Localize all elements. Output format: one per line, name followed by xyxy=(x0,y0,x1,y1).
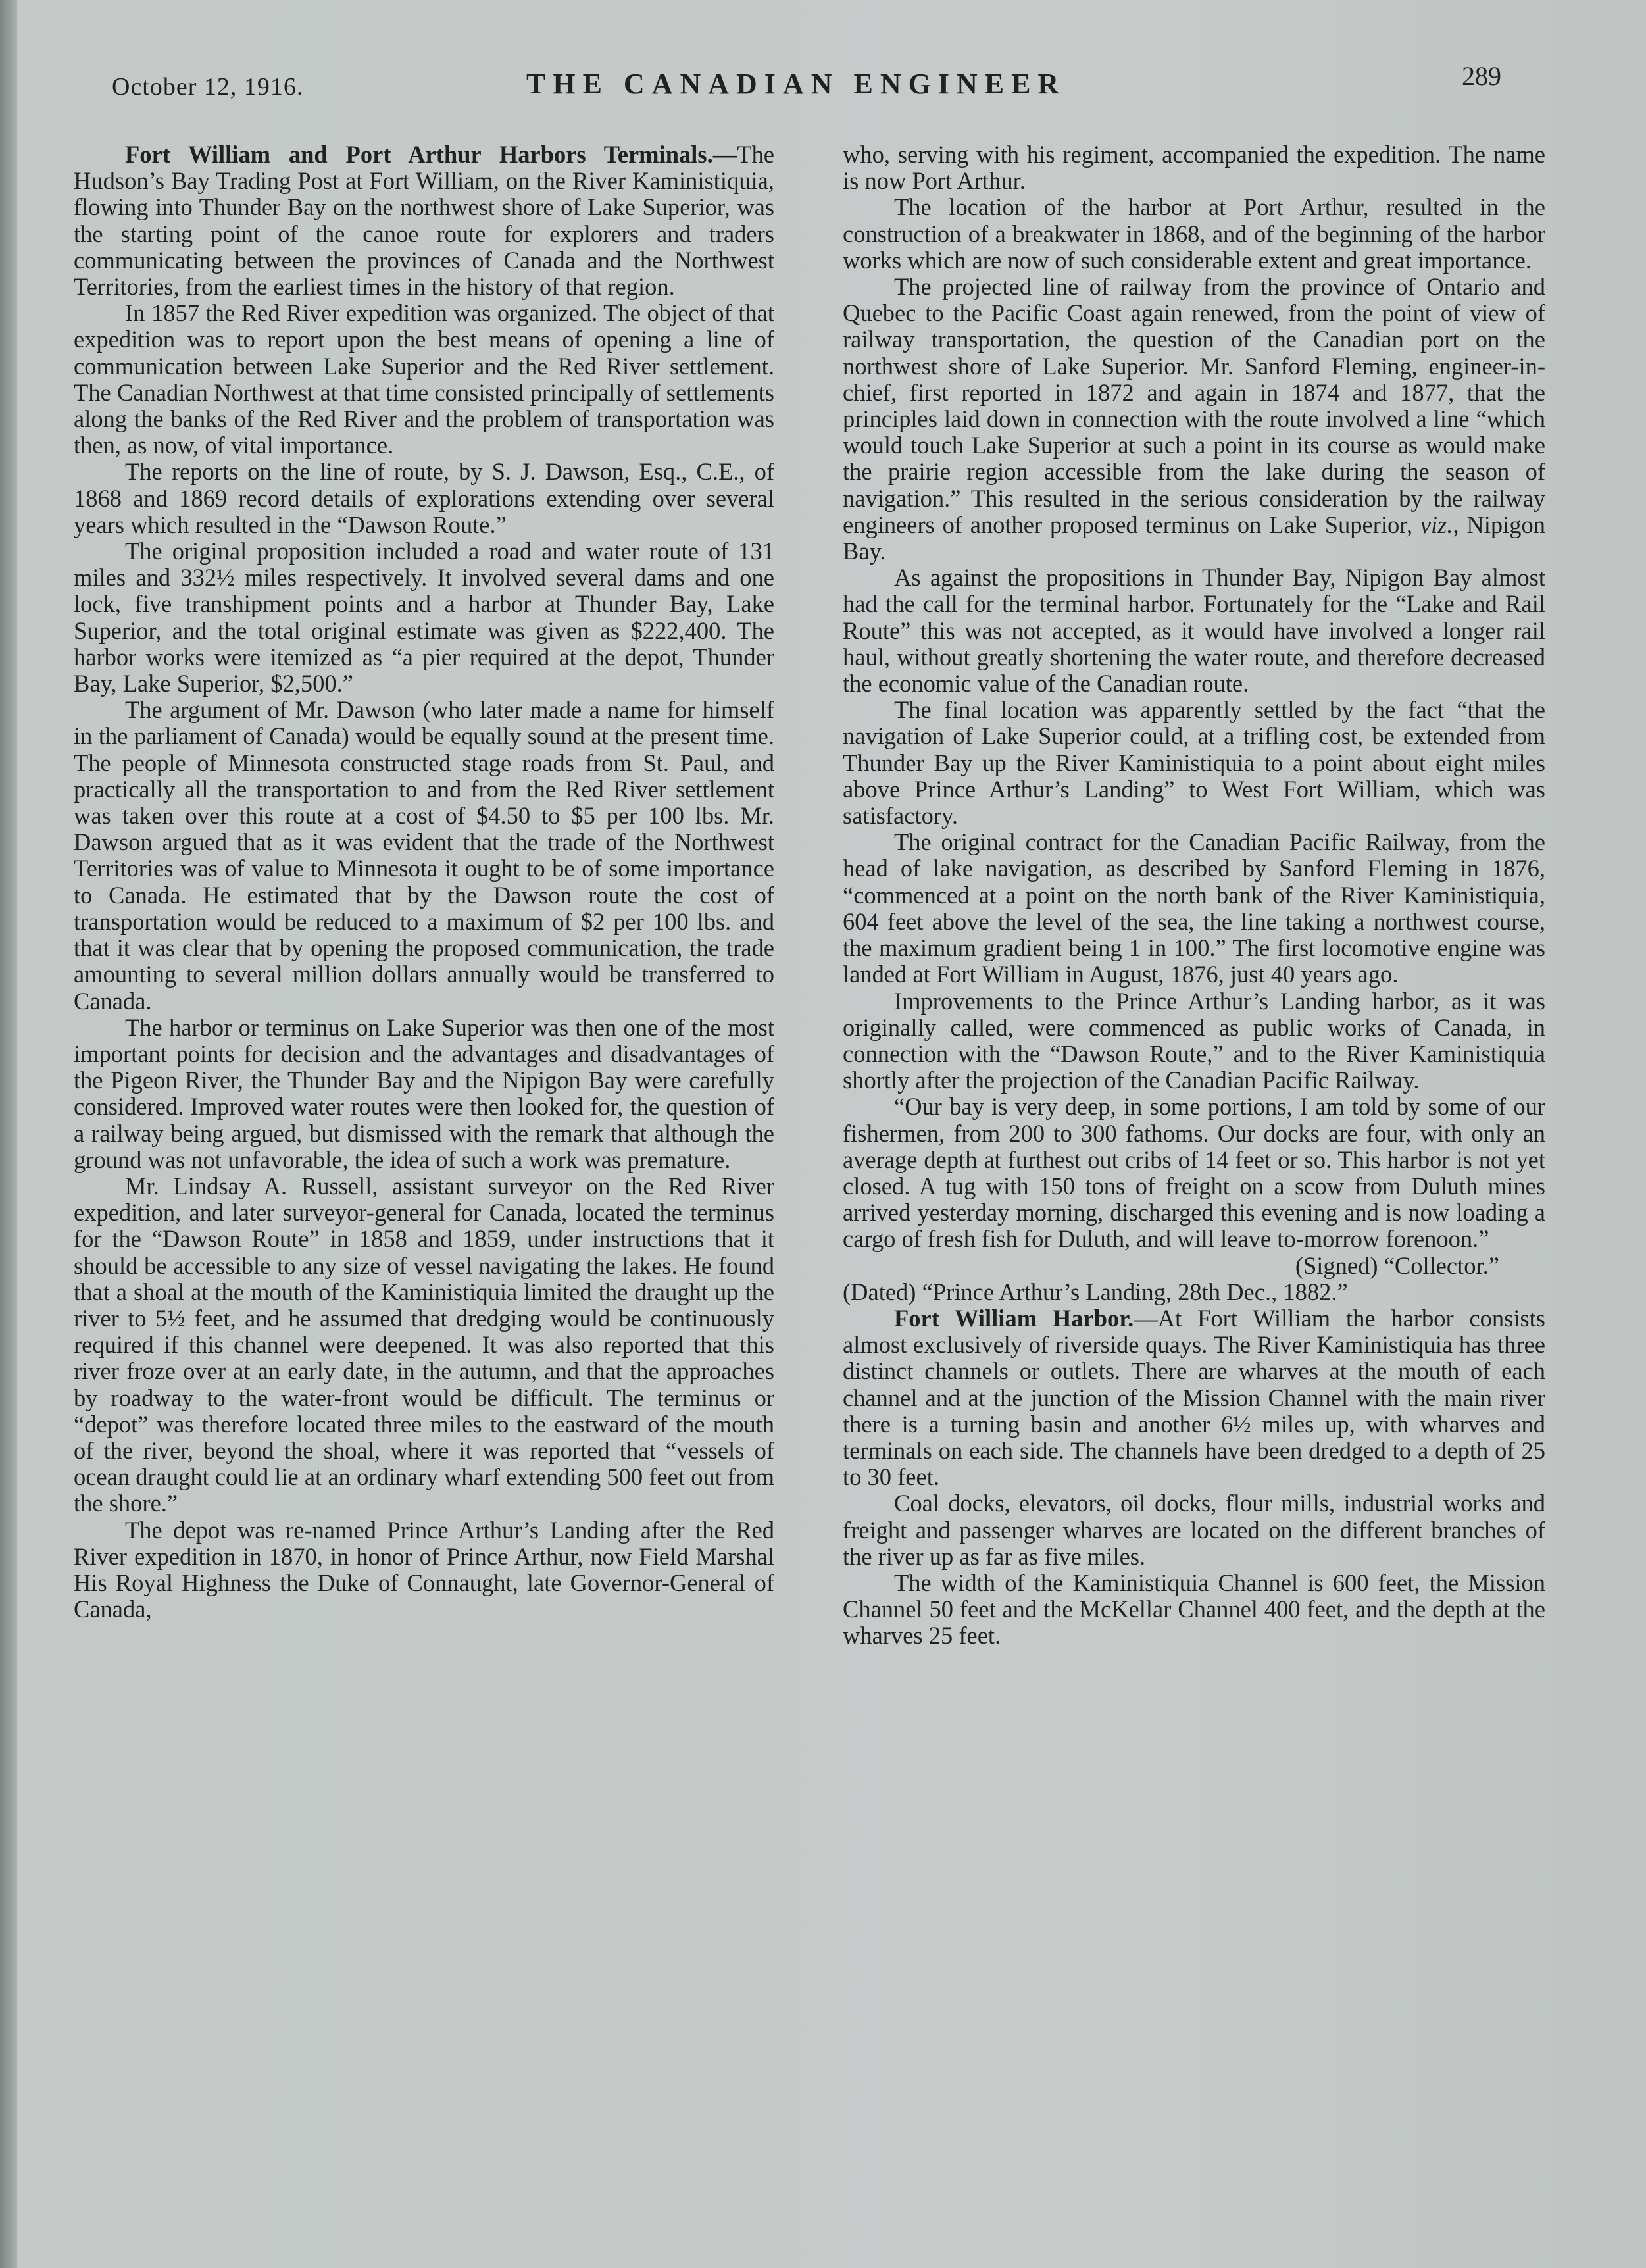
paragraph: The projected line of railway from the province of Ontario and Quebec to the Pacific Coast again renewed, from the point of view of railway transportation, the question of the Canadian port on the northwest shore of Lake Superior. Mr. Sanford Fleming, engineer-in-chief, first reported in 1872 and again in 1874 and 1877, that the principles laid down in connection with the route involved a line “which would touch Lake Superior at such a point in its course as would make the prairie region accessible from the lake during the season of navigation.” This resulted in the serious consideration by the railway engineers of another proposed terminus on Lake Superior, viz., Nipigon Bay. xyxy=(843,273,1545,565)
binding-gutter xyxy=(0,0,17,2268)
paragraph: The location of the harbor at Port Arthur, resulted in the construction of a breakwater in 1868, and of the beginning of the harbor works which are now of such considerable extent and great importance. xyxy=(843,193,1545,274)
paragraph: In 1857 the Red River expedition was organized. The object of that expedition was to report upon the best means of opening a line of communication between Lake Superior and the Red River settlement. The Canadian Northwest at that time consisted principally of settlements along the banks of the Red River and the problem of transportation was then, as now, of vital importance. xyxy=(74,299,774,459)
page-number: 289 xyxy=(1462,61,1501,91)
paragraph: Coal docks, elevators, oil docks, flour mills, industrial works and freight and passenger wharves are located on the different branches of the river up as far as five miles. xyxy=(843,1490,1545,1570)
section-heading: Fort William and Port Arthur Harbors Terminals.— xyxy=(125,141,737,168)
paragraph: The final location was apparently settled by the fact “that the navigation of Lake Superior could, at a trifling cost, be extended from Thunder Bay up the River Kaministiquia to a point about eight miles above Prince Arthur’s Landing” to West Fort William, which was satisfactory. xyxy=(843,696,1545,830)
paragraph: The depot was re-named Prince Arthur’s Landing after the Red River expedition in 1870, in honor of Prince Arthur, now Field Marshal His Royal Highness the Duke of Connaught, late Governor-General of Canada, xyxy=(74,1516,774,1623)
letter-date: (Dated) “Prince Arthur’s Landing, 28th Dec., 1882.” xyxy=(843,1278,1348,1305)
paragraph: The width of the Kaministiquia Channel is 600 feet, the Mission Channel 50 feet and the McKellar Channel 400 feet, and the depth at the wharves 25 feet. xyxy=(843,1569,1545,1650)
quoted-letter: “Our bay is very deep, in some portions, I am told by some of our fishermen, from 200 to 300 fathoms. Our docks are four, with only an average depth at furthest out cribs of 14 feet or so. This harbor is not yet closed. A tug with 150 tons of freight on a scow from Duluth mines arrived yesterday morning, discharged this evening and is now loading a cargo of fresh fish for Duluth, and will leave to-morrow forenoon.” xyxy=(843,1093,1545,1253)
paragraph: The argument of Mr. Dawson (who later made a name for himself in the parliament of Canada) would be equally sound at the present time. The people of Minnesota constructed stage roads from St. Paul, and practically all the transportation to and from the Red River settlement was taken over this route at a cost of $4.50 to $5 per 100 lbs. Mr. Dawson argued that as it was evident that the trade of the Northwest Territories was of value to Minnesota it ought to be of some importance to Canada. He estimated that by the Dawson route the cost of transportation would be reduced to a maximum of $2 per 100 lbs. and that it was clear that by opening the proposed communication, the trade amounting to several million dollars annually would be transferred to Canada. xyxy=(74,696,774,1015)
paragraph: Improvements to the Prince Arthur’s Landing harbor, as it was originally called, were commenced as public works of Canada, in connection with the “Dawson Route,” and to the River Kaministiquia shortly after the projection of the Canadian Pacific Railway. xyxy=(843,987,1545,1094)
paragraph: The reports on the line of route, by S. J. Dawson, Esq., C.E., of 1868 and 1869 record details of explorations extending over several years which resulted in the “Dawson Route.” xyxy=(74,458,774,538)
letter-signature: (Signed) “Collector.” xyxy=(1295,1251,1499,1279)
section-heading: Fort William Harbor. xyxy=(894,1304,1134,1332)
running-head xyxy=(105,61,1514,107)
paragraph: Mr. Lindsay A. Russell, assistant surveyor on the Red River expedition, and later surveyor-general for Canada, located the terminus for the “Dawson Route” in 1858 and 1859, under instructions that it should be accessible to any size of vessel navigating the lakes. He found that a shoal at the mouth of the Kaministiquia limited the draught up the river to 5½ feet, and he assumed that dredging would be continuously required if this channel were deepened. It was also reported that this river froze over at an early date, in the autumn, and that the approaches by roadway to the water-front would be difficult. The terminus or “depot” was therefore located three miles to the eastward of the mouth of the river, beyond the shoal, where it was reported that “vessels of ocean draught could lie at an ordinary wharf extending 500 feet out from the shore.” xyxy=(74,1172,774,1517)
paragraph: The original contract for the Canadian Pacific Railway, from the head of lake navigation, as described by Sanford Fleming in 1876, “commenced at a point on the north bank of the River Kaministiquia, 604 feet above the level of the sea, the line taking a northwest course, the maximum gradient being 1 in 100.” The first locomotive engine was landed at Fort William in August, 1876, just 40 years ago. xyxy=(843,828,1545,988)
issue-date: October 12, 1916. xyxy=(112,73,304,101)
paragraph: Fort William Harbor.—At Fort William the harbor consists almost exclusively of riverside quays. The River Kaministiquia has three distinct channels or outlets. There are wharves at the mouth of each channel and at the junction of the Mission Channel with the main river there is a turning basin and another 6½ miles up, with wharves and terminals on each side. The channels have been dredged to a depth of 25 to 30 feet. xyxy=(843,1304,1546,1491)
paragraph: The harbor or terminus on Lake Superior was then one of the most important points for decision and the advantages and disadvantages of the Pigeon River, the Thunder Bay and the Nipigon Bay were carefully considered. Improved water routes were then looked for, the question of a railway being argued, but dismissed with the remark that although the ground was not unfavorable, the idea of such a work was premature. xyxy=(74,1013,774,1173)
paragraph: Fort William and Port Arthur Harbors Terminals.—The Hudson’s Bay Trading Post at Fort William, on the River Kaministiquia, flowing into Thunder Bay on the northwest shore of Lake Superior, was the starting point of the canoe route for explorers and traders communicating between the provinces of Canada and the Northwest Territories, from the earliest times in the history of that region. xyxy=(74,141,774,301)
left-column xyxy=(74,141,774,1623)
journal-title: THE CANADIAN ENGINEER xyxy=(526,68,1066,100)
paragraph: who, serving with his regiment, accompanied the expedition. The name is now Port Arthur. xyxy=(843,141,1545,195)
right-column xyxy=(843,141,1545,1650)
paragraph: The original proposition included a road and water route of 131 miles and 332½ miles respectively. It involved several dams and one lock, five transhipment points and a harbor at Thunder Bay, Lake Superior, and the total original estimate was given as $222,400. The harbor works were itemized as “a pier required at the depot, Thunder Bay, Lake Superior, $2,500.” xyxy=(74,538,774,697)
paragraph: As against the propositions in Thunder Bay, Nipigon Bay almost had the call for the terminal harbor. Fortunately for the “Lake and Rail Route” this was not accepted, as it would have involved a longer rail haul, without greatly shortening the water route, and therefore decreased the economic value of the Canadian route. xyxy=(843,564,1545,697)
